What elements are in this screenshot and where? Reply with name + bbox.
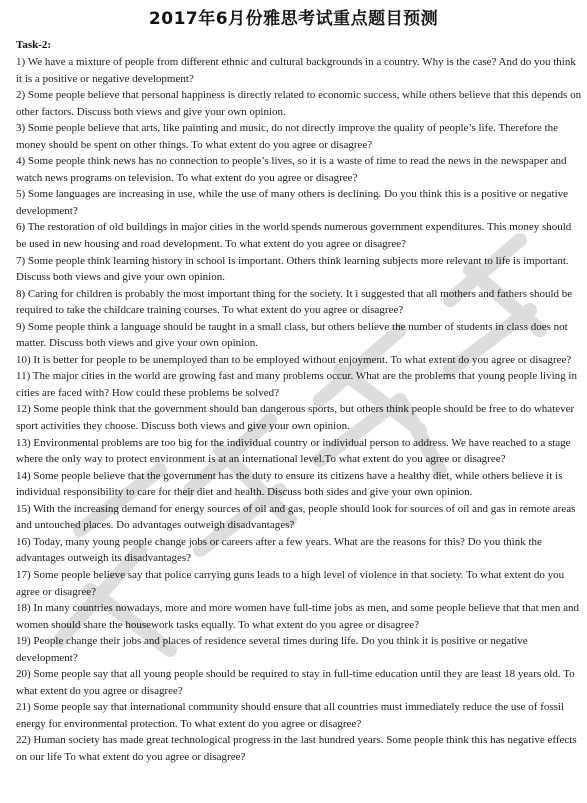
question-item: 19) People change their jobs and places of residence several times during life. Do you think it is positive or negative development? xyxy=(16,635,528,664)
question-item: 21) Some people say that international community should ensure that all countries must immediately reduce the use of fossil energy for environmental protection. To what extent do you agree or disagree? xyxy=(16,701,565,730)
question-item: 15) With the increasing demand for energy sources of oil and gas, people should look for sources of oil and gas in remote areas and untouched places. Do advantages outweigh disadvantages? xyxy=(16,502,576,532)
page-title: 2017年6月份雅思考试重点题目预测 xyxy=(148,9,439,29)
question-item: 12) Some people think that the government should ban dangerous sports, but others think people should be free to do whatever sport activities they choose. Discuss both views and give your own opinion. xyxy=(16,403,575,433)
question-item: 2) Some people believe that personal happiness is directly related to economic success, while others believe that this depends on other factors. Discuss both views and give your own opinion. xyxy=(16,89,582,118)
question-item: 10) It is better for people to be unemployed than to be employed without enjoyment. To what extent do you agree or disagree? xyxy=(16,353,572,366)
question-item: 5) Some languages are increasing in use, while the use of many others is declining. Do you think this is a positive or negative development? xyxy=(16,188,569,217)
question-item: 13) Environmental problems are too big for the individual country or individual person to address. We have reached to a stage where the only way to protect environment is at an international level.To what extent do you agree or disagree? xyxy=(16,436,571,466)
question-item: 7) Some people think learning history in school is important. Others think learning subjects more relevant to life is important. Discuss both views and give your own opinion. xyxy=(16,254,569,284)
question-item: 14) Some people believe that the government has the duty to ensure its citizens have a healthy diet, while others believe it is individual responsibility to care for their diet and health. Discuss both sides and give your own opinion. xyxy=(16,469,563,499)
question-item: 16) Today, many young people change jobs or careers after a few years. What are the reasons for this? Do you think the advantages outweigh its disadvantages? xyxy=(16,535,542,565)
question-item: 18) In many countries nowadays, more and more women have full-time jobs as men, and some people believe that that men and women should share the housework tasks equally. To what extent do you agree or disagree? xyxy=(16,602,579,631)
question-item: 22) Human society has made great technological progress in the last hundred years. Some people think this has negative effects on our life To what extent do you agree or disagree? xyxy=(16,734,577,763)
question-item: 3) Some people believe that arts, like painting and music, do not directly improve the quality of people’s life. Therefore the money should be spent on other things. To what extent do you agree or disagree? xyxy=(16,122,559,151)
question-item: 1) We have a mixture of people from different ethnic and cultural backgrounds in a country. Why is the case? And do you think it is a positive or negative development? xyxy=(16,56,576,85)
question-item: 4) Some people think news has no connection to people’s lives, so it is a waste of time to read the news in the newspaper and watch news programs on television. To what extent do you agree or disagree? xyxy=(16,155,567,184)
question-list xyxy=(16,54,582,766)
question-item: 6) The restoration of old buildings in major cities in the world spends numerous government expenditures. This money should be used in new housing and road development. To what extent do you agree or disagree? xyxy=(16,221,572,251)
question-item: 9) Some people think a language should be taught in a small class, but others believe the number of students in class does not matter. Discuss both views and give your own opinion. xyxy=(16,320,568,350)
question-item: 17) Some people believe say that police carrying guns leads to a high level of violence in that society. To what extent do you agree or disagree? xyxy=(16,568,565,598)
question-item: 20) Some people say that all young people should be required to stay in full-time education until they are least 18 years old. To what extent do you agree or disagree? xyxy=(16,668,575,697)
task-label: Task-2: xyxy=(16,39,52,51)
question-item: 8) Caring for children is probably the most important thing for the society. It i suggested that all mothers and fathers should be required to take the childcare training courses. To what extent do you agree or disagree? xyxy=(16,287,573,317)
question-item: 11) The major cities in the world are growing fast and many problems occur. What are the problems that young people living in cities are faced with? How could these problems be solved? xyxy=(16,370,577,399)
